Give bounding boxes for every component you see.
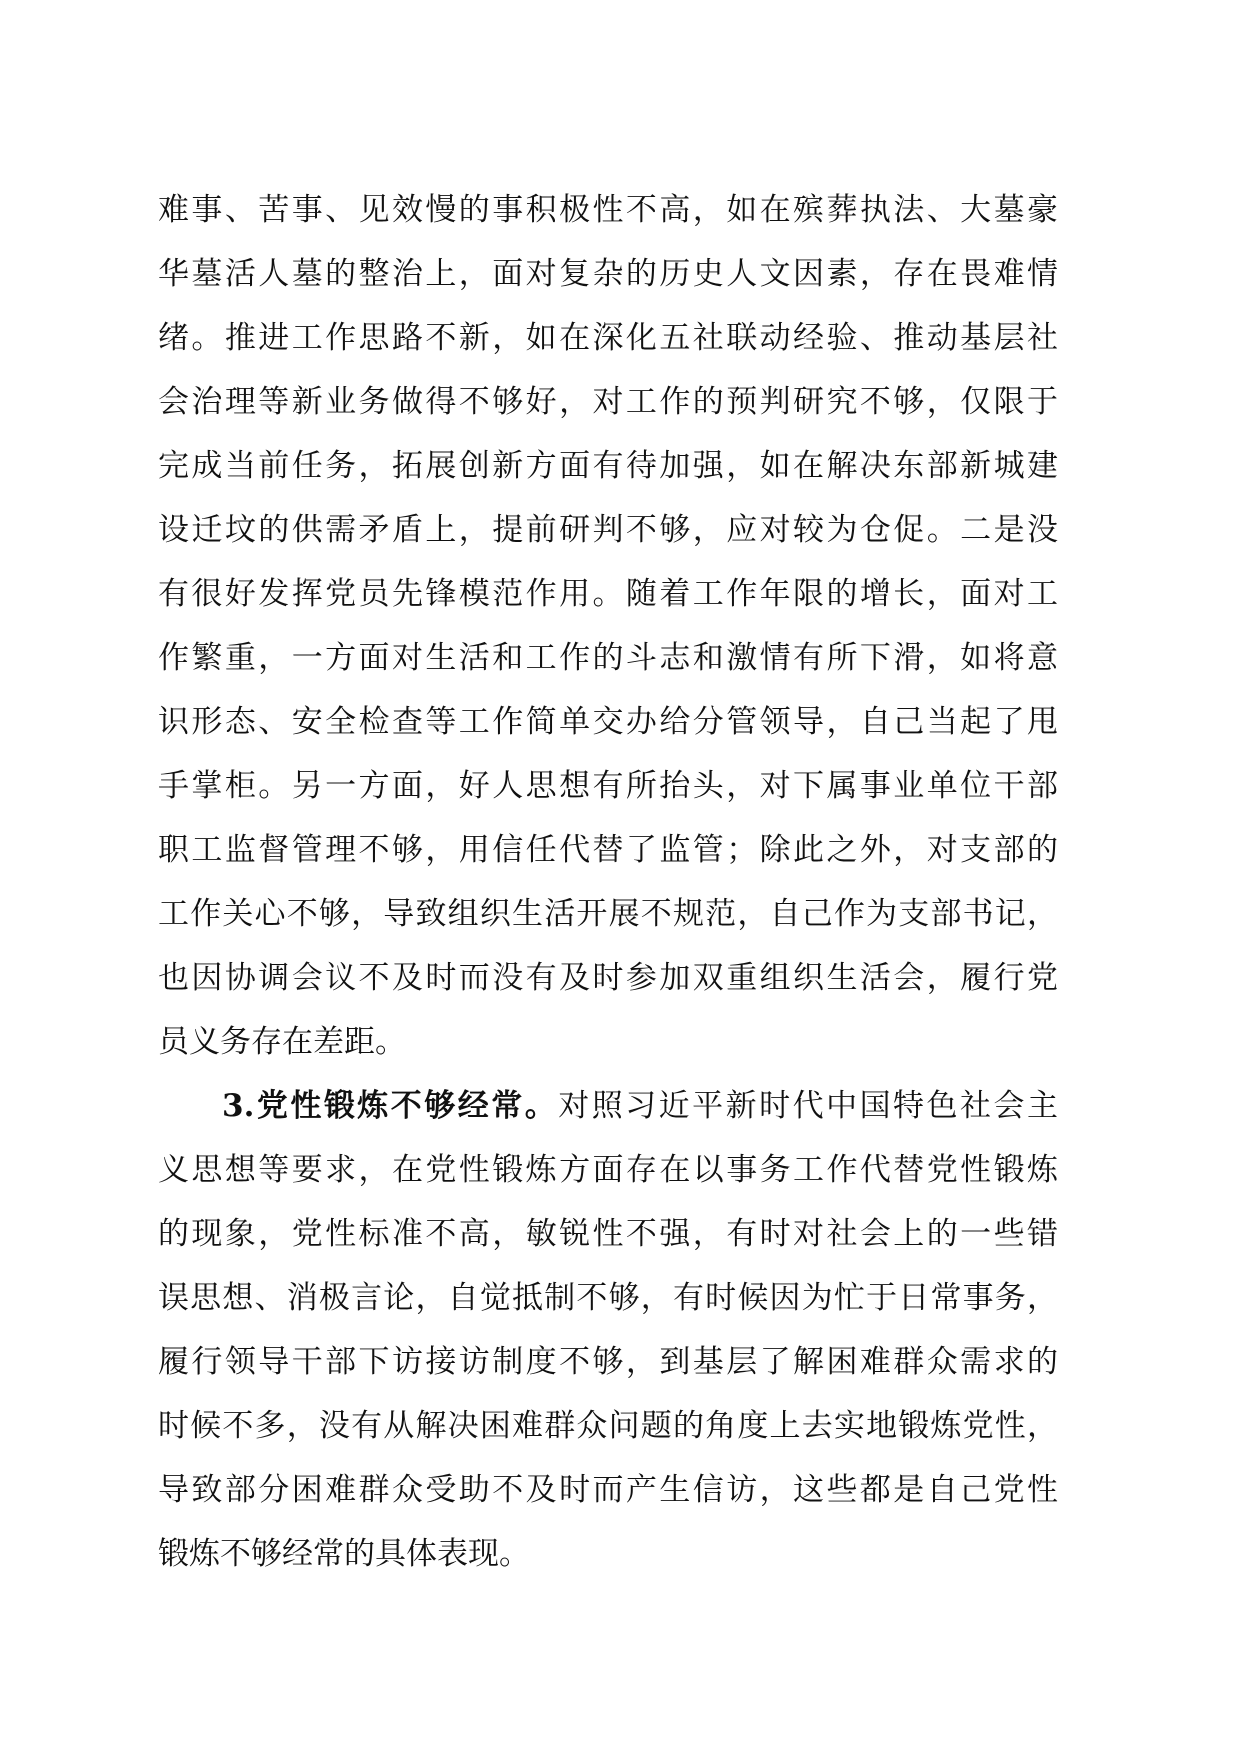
text-line: 会治理等新业务做得不够好，对工作的预判研究不够，仅限于 [158, 384, 1058, 420]
text-line: 完成当前任务，拓展创新方面有待加强，如在解决东部新城建 [158, 448, 1058, 484]
text-line: 手掌柜。另一方面，好人思想有所抬头，对下属事业单位干部 [158, 768, 1058, 804]
text-line: 作繁重，一方面对生活和工作的斗志和激情有所下滑，如将意 [158, 640, 1058, 676]
text-line: 也因协调会议不及时而没有及时参加双重组织生活会，履行党 [158, 960, 1058, 996]
text-line: 职工监督管理不够，用信任代替了监管；除此之外，对支部的 [158, 832, 1058, 868]
text-line: 有很好发挥党员先锋模范作用。随着工作年限的增长，面对工 [158, 576, 1058, 612]
text-line: 锻炼不够经常的具体表现。 [158, 1536, 530, 1572]
text-line: 的现象，党性标准不高，敏锐性不强，有时对社会上的一些错 [158, 1216, 1058, 1252]
text-line: 华墓活人墓的整治上，面对复杂的历史人文因素，存在畏难情 [158, 256, 1058, 292]
document-body [158, 178, 1058, 1586]
text-line: 识形态、安全检查等工作简单交办给分管领导，自己当起了甩 [158, 704, 1058, 740]
text-line: 时候不多，没有从解决困难群众问题的角度上去实地锻炼党性， [158, 1408, 1058, 1444]
paragraph [158, 1074, 1058, 1586]
text-line: 误思想、消极言论，自觉抵制不够，有时候因为忙于日常事务， [158, 1280, 1058, 1316]
text-line: 设迁坟的供需矛盾上，提前研判不够，应对较为仓促。二是没 [158, 512, 1058, 548]
text-line [158, 1074, 1058, 1138]
text-line: 绪。推进工作思路不新，如在深化五社联动经验、推动基层社 [158, 320, 1058, 356]
paragraph [158, 178, 1058, 1074]
text-line: 工作关心不够，导致组织生活开展不规范，自己作为支部书记， [158, 896, 1058, 932]
text-line: 员义务存在差距。 [158, 1024, 406, 1060]
text-line: 导致部分困难群众受助不及时而产生信访，这些都是自己党性 [158, 1472, 1058, 1508]
text-line: 难事、苦事、见效慢的事积极性不高，如在殡葬执法、大墓豪 [158, 192, 1058, 228]
text-line: 履行领导干部下访接访制度不够，到基层了解困难群众需求的 [158, 1344, 1058, 1380]
section-heading: 3.党性锻炼不够经常。 [222, 1088, 559, 1124]
text-line: 义思想等要求，在党性锻炼方面存在以事务工作代替党性锻炼 [158, 1152, 1058, 1188]
text-run: 对照习近平新时代中国特色社会主 [558, 1088, 1058, 1124]
